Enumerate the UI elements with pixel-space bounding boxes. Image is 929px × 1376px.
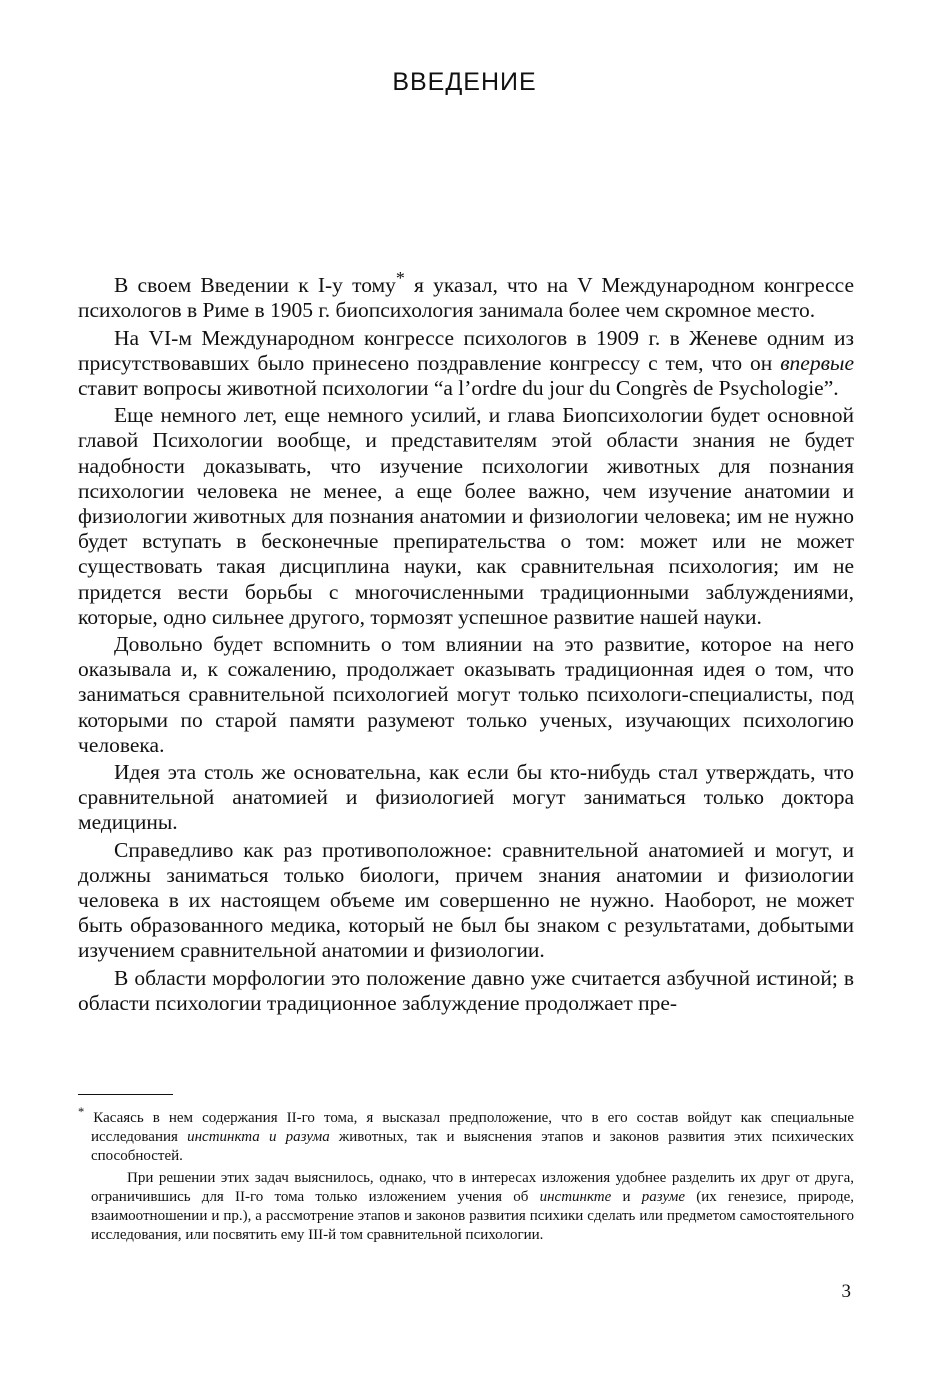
text-segment: животных, так и выяснения этапов и законов развития этих психических способностей. [91,1129,854,1164]
page-title: ВВЕДЕНИЕ [392,68,537,96]
paragraph [78,326,854,402]
text-segment: Еще немного лет, еще немного усилий, и глава Биопсихологии будет основной главой Психологии вообще, и представителям этой области знания не будет надобности доказывать, что изучение психологии животных для познания психологии человека не менее, а еще более важно, чем изучение анатомии и физиологии животных для познания анатомии и физиологии человека; им не нужно будет вступать в бесконечные препирательства о том: может или не может существовать такая дисциплина науки, как сравнительная психология; им не придется вести борьбы с многочисленными традиционными заблуждениями, которые, одно сильнее другого, тормозят успешное развитие нашей науки. [78,403,854,629]
footnote-marker: * [78,1105,85,1119]
paragraph [78,632,854,758]
text-segment: я указал, что на V Международном конгрессе психологов в Риме в 1905 г. биопсихология занимала более чем скромное место. [78,273,854,323]
text-segment: В области морфологии это положение давно уже считается азбучной истиной; в области психологии традиционное заблуждение продолжает пре- [78,965,854,1015]
footnote-marker: * [395,268,405,288]
page-number: 3 [841,1281,851,1302]
text-segment: При решении этих задач выяснилось, однако, что в интересах изложения удобнее разделить их друг от друга, ограничившись для II-го тома только изложением учения об [91,1170,854,1205]
text-segment: Касаясь в нем содержания II-го тома, я высказал предположение, что в его состав войдут как специальные исследования [84,1110,854,1145]
text-segment: ставит вопросы животной психологии “a l’ordre du jour du Congrès de Psychologie”. [78,375,839,400]
paragraph [78,760,854,836]
emphasis-text: впервые [780,350,854,375]
body-text [78,266,854,1018]
text-segment: (их генезисе, природе, взаимоотношении и пр.), а рассмотрение этапов и законов развития психики сделать или предметом самостоятельного исследования, или посвятить ему III-й том сравнительной психологии. [91,1189,855,1243]
emphasis-text: разуме [641,1189,685,1205]
emphasis-text: инстинкте [539,1189,612,1205]
paragraph [78,838,854,964]
footnote-divider [78,1094,173,1095]
text-segment: Идея эта столь же основательна, как если бы кто-нибудь стал утверждать, что сравнительной анатомией и физиологией могут заниматься только доктора медицины. [78,760,854,835]
text-segment: На VI-м Международном конгрессе психологов в 1909 г. в Женеве одним из присутствовавших было принесено поздравление конгрессу с тем, что он [78,325,854,375]
text-segment: Довольно будет вспомнить о том влиянии на это развитие, которое на него оказывала и, к сожалению, продолжает оказывать традиционная идея о том, что заниматься сравнительной психологией могут только психологи-специалисты, под которыми по старой памяти разумеют только ученых, изучающих психологию человека. [78,632,854,757]
text-segment: В своем Введении к I-у тому [114,273,396,298]
footnote [78,1103,854,1166]
paragraph [78,403,854,630]
paragraph [78,266,854,324]
emphasis-text: инстинкта и разума [187,1129,330,1145]
text-segment: Справедливо как раз противоположное: сравнительной анатомией и могут, и должны заниматься только биологи, причем знания анатомии и физиологии человека в их настоящем объеме им совершенно не нужно. Наоборот, не может быть образованного медика, который не был бы знаком с результатами, добытыми изучением сравнительной анатомии и физиологии. [78,837,854,963]
text-segment: и [611,1189,642,1205]
footnote-continuation [78,1169,854,1245]
footnotes [78,1103,854,1248]
paragraph [78,966,854,1016]
